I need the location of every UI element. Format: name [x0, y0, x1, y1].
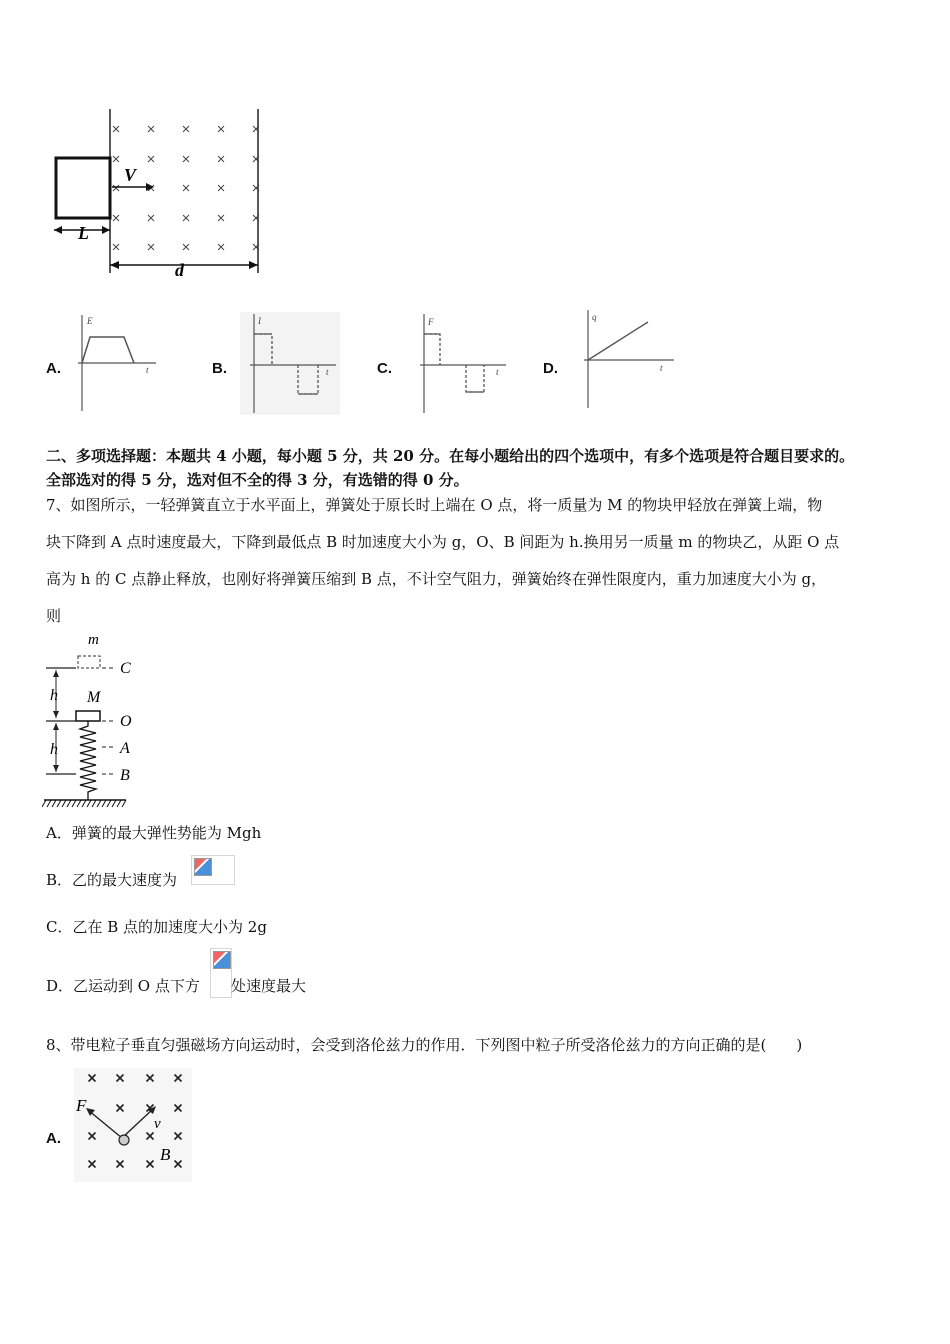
q7-line4: 则	[46, 607, 62, 625]
o-label: O	[120, 713, 132, 730]
option-d-label: D.	[543, 360, 558, 377]
v-label: V	[124, 165, 137, 185]
axis-y-label: E	[87, 316, 93, 326]
h-label-lower: h	[50, 741, 58, 758]
axis-y-label: I	[258, 316, 261, 326]
axis-y-label: F	[428, 317, 434, 327]
d-label: d	[175, 260, 184, 280]
section-heading-line1: 二、多项选择题：本题共 4 小题，每小题 5 分，共 20 分。在每小题给出的四个选项中，有多个选项是符合题目要求的。	[46, 447, 855, 465]
axis-x-label: t	[326, 367, 329, 377]
axis-x-label: t	[146, 365, 149, 375]
v-label: v	[154, 1116, 161, 1132]
field-crosses	[113, 126, 259, 250]
spring-figure	[42, 628, 152, 810]
q7-option-d-post: 处速度最大	[231, 977, 307, 995]
h-label-upper: h	[50, 687, 58, 704]
axis-y-label: q	[592, 312, 597, 322]
q7-option-b: B．乙的最大速度为	[46, 871, 178, 889]
block-M	[76, 711, 100, 721]
q7-option-d-pre: D．乙运动到 O 点下方	[46, 977, 200, 995]
q8-line: 8、带电粒子垂直匀强磁场方向运动时，会受到洛伦兹力的作用．下列图中粒子所受洛伦兹力的方向正确的是( )	[46, 1036, 803, 1054]
m-label: m	[88, 632, 99, 648]
block-m	[78, 656, 100, 668]
q7-option-a: A．弹簧的最大弹性势能为 Mgh	[46, 824, 262, 842]
lorentz-figure	[74, 1068, 192, 1182]
graph-f-t	[418, 312, 510, 415]
e-curve	[82, 337, 134, 363]
option-a-label: A.	[46, 360, 61, 377]
l-label: L	[78, 223, 89, 243]
c-label: C	[120, 660, 131, 677]
particle	[119, 1135, 129, 1145]
spring-coil	[80, 721, 96, 800]
square-loop	[56, 158, 110, 218]
broken-image-icon	[210, 948, 232, 998]
axis-x-label: t	[660, 363, 663, 373]
option-c-label: C.	[377, 360, 392, 377]
graph-q-t	[572, 308, 678, 410]
graph-i-t	[240, 312, 340, 415]
section-heading-line2: 全部选对的得 5 分，选对但不全的得 3 分，有选错的得 0 分。	[46, 471, 469, 489]
M-label: M	[87, 689, 101, 706]
b-label: B	[160, 1145, 171, 1164]
graph-e-t	[74, 313, 160, 413]
q7-line2: 块下降到 A 点时速度最大，下降到最低点 B 时加速度大小为 g，O、B 间距为 h.换用另一质量 m 的物块乙，从距 O 点	[46, 533, 840, 551]
q7-line1: 7、如图所示，一轻弹簧直立于水平面上，弹簧处于原长时上端在 O 点，将一质量为 M 的物块甲轻放在弹簧上端，物	[46, 496, 823, 514]
a-label: A	[120, 740, 130, 757]
q7-option-c: C．乙在 B 点的加速度大小为 2g	[46, 918, 267, 936]
f-label: F	[76, 1096, 87, 1115]
axis-x-label: t	[496, 367, 499, 377]
q8-option-a-label: A.	[46, 1130, 61, 1147]
option-b-label: B.	[212, 360, 227, 377]
q-line	[588, 322, 648, 360]
b-label: B	[120, 767, 130, 784]
broken-image-icon	[191, 855, 235, 885]
field-loop-figure	[40, 105, 270, 285]
q7-line3: 高为 h 的 C 点静止释放，也刚好将弹簧压缩到 B 点，不计空气阻力，弹簧始终在弹性限度内，重力加速度大小为 g，	[46, 570, 827, 588]
